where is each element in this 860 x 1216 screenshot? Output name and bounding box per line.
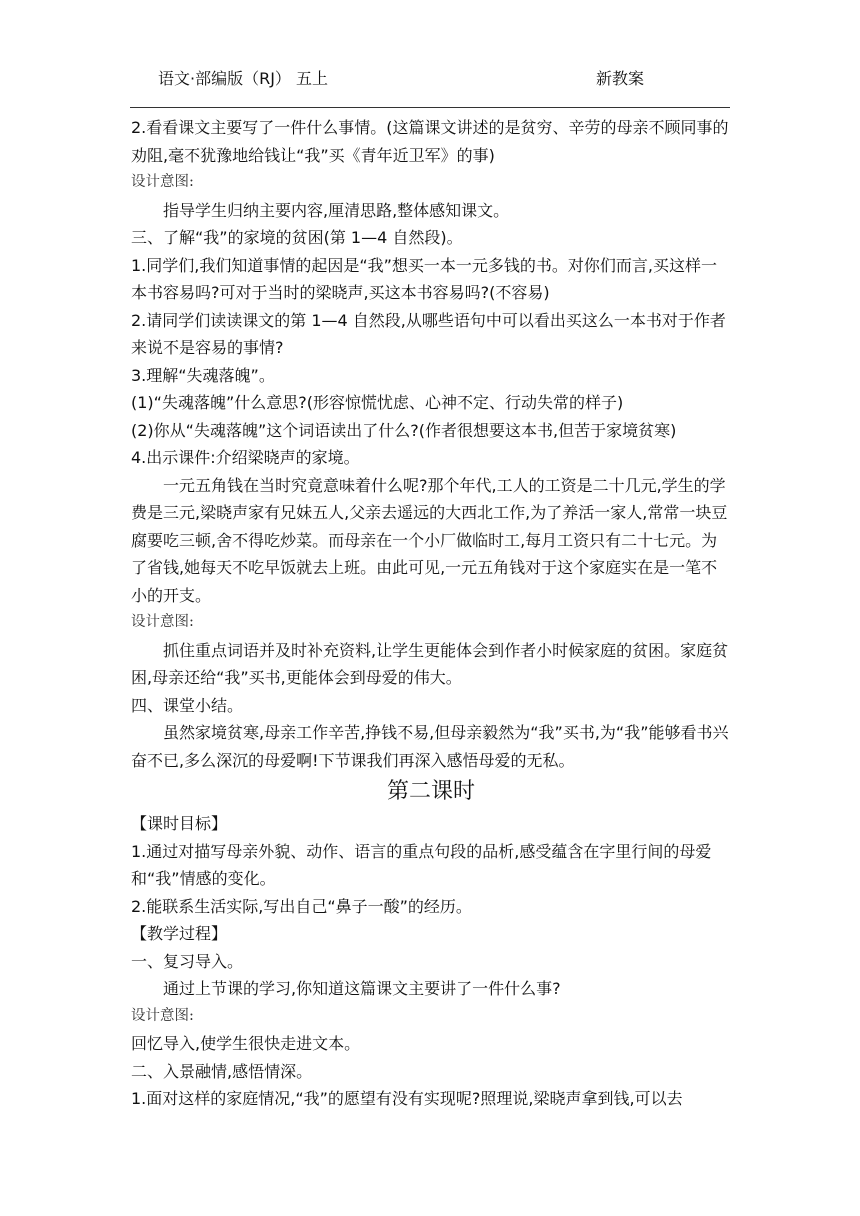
- section-heading: 三、了解“我”的家境的贫困(第 1—4 自然段)。: [131, 228, 463, 247]
- paragraph: 2.能联系生活实际,写出自己“鼻子一酸”的经历。: [131, 896, 472, 916]
- paragraph: 2.看看课文主要写了一件什么事情。(这篇课文讲述的是贫穷、辛劳的母亲不顾同事的劝阻,毫不犹豫地给钱让“我”买《青年近卫军》的事): [131, 118, 729, 165]
- paragraph: 4.出示课件:介绍梁晓声的家境。: [131, 448, 360, 467]
- section-heading: 二、入景融情,感悟情深。: [131, 1061, 313, 1081]
- header-subject: 语文·部编版（RJ） 五上: [158, 69, 329, 88]
- section-heading: 【教学过程】: [131, 924, 228, 943]
- design-intent-label: 设计意图:: [131, 614, 194, 630]
- paragraph: 3.理解“失魂落魄”。: [131, 365, 275, 385]
- page-header: [132, 66, 730, 90]
- paragraph: 1.面对这样的家庭情况,“我”的愿望有没有实现呢?照理说,梁晓声拿到钱,可以去: [131, 1089, 683, 1108]
- paragraph: 回忆导入,使学生很快走进文本。: [131, 1034, 361, 1053]
- header-divider: [130, 107, 730, 108]
- paragraph: 一元五角钱在当时究竟意味着什么呢?那个年代,工人的工资是二十几元,学生的学费是三元,梁晓声家有兄妹五人,父亲去遥远的大西北工作,为了养活一家人,常常一块豆腐要吃三顿,舍不得吃炒菜。而母亲在一个小厂做临时工,每月工资只有二十七元。为了省钱,她每天不吃早饭就去上班。由此可见,一元五角钱对于这个家庭实在是一笔不小的开支。: [131, 475, 728, 605]
- paragraph: (2)你从“失魂落魄”这个词语读出了什么?(作者很想要这本书,但苦于家境贫寒): [131, 420, 677, 440]
- paragraph: 指导学生归纳主要内容,厘清思路,整体感知课文。: [163, 200, 510, 220]
- paragraph: 虽然家境贫寒,母亲工作辛苦,挣钱不易,但母亲毅然为“我”买书,为“我”能够看书兴奋不已,多么深沉的母爱啊!下节课我们再深入感悟母爱的无私。: [131, 723, 729, 770]
- section-heading: 四、课堂小结。: [131, 695, 244, 715]
- paragraph: 2.请同学们读读课文的第 1—4 自然段,从哪些语句中可以看出买这么一本书对于作者来说不是容易的事情?: [131, 310, 726, 357]
- paragraph: 通过上节课的学习,你知道这篇课文主要讲了一件什么事?: [163, 979, 561, 998]
- paragraph: 1.通过对描写母亲外貌、动作、语言的重点句段的品析,感受蕴含在字里行间的母爱和“我”情感的变化。: [131, 841, 712, 888]
- paragraph: 1.同学们,我们知道事情的起因是“我”想买一本一元多钱的书。对你们而言,买这样一本书容易吗?可对于当时的梁晓声,买这本书容易吗?(不容易): [131, 255, 718, 302]
- header-doc-type: 新教案: [596, 69, 645, 88]
- design-intent-label: 设计意图:: [131, 174, 194, 190]
- paragraph: (1)“失魂落魄”什么意思?(形容惊慌忧虑、心神不定、行动失常的样子): [131, 393, 624, 412]
- section-heading: 【课时目标】: [131, 814, 228, 833]
- lesson-title: 第二课时: [386, 779, 475, 804]
- design-intent-label: 设计意图:: [131, 1007, 194, 1024]
- section-heading: 一、复习导入。: [131, 951, 244, 971]
- paragraph: 抓住重点词语并及时补充资料,让学生更能体会到作者小时候家庭的贫困。家庭贫困,母亲还给“我”买书,更能体会到母爱的伟大。: [131, 640, 729, 687]
- document-body: [131, 114, 731, 1113]
